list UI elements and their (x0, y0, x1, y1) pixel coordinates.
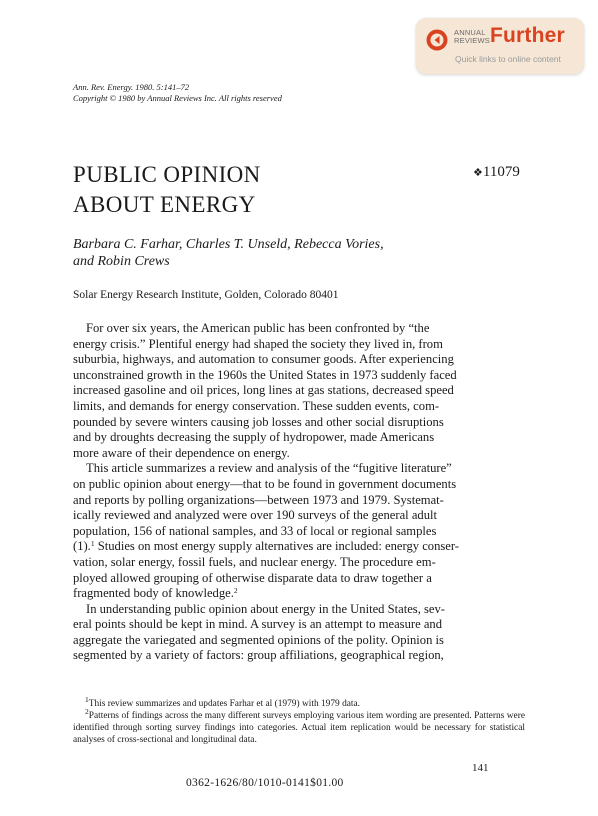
paragraph: In understanding public opinion about energy in the United States, sev- eral points should be kept in mind. A survey is an attempt to measure and aggregate the variegated and segmented opinions of the polity. Opinion is segmented by a variety of factors: group affiliations, geographical region, (73, 601, 445, 663)
diamond-icon: ❖ (473, 167, 483, 179)
footnote-ref[interactable]: 1 (90, 539, 95, 549)
annual-reviews-logo-icon (426, 29, 448, 51)
article-id: ❖11079 (473, 164, 520, 180)
issn-code: 0362-1626/80/1010-0141$01.00 (186, 777, 344, 789)
paragraph: This article summarizes a review and analysis of the “fugitive literature” on public opinion about energy—that to be found in government documents and reports by polling organizations—between 1973 and 1979. Systemat- ically reviewed and analyzed were over 190 surveys of the general adult population, 156 of national samples, and 33 of local or regional samples (1).$^1$ Studies on most energy supply alternatives are included: energy conser- vation, solar energy, fossil fuels, and nuclear energy. The procedure em- ployed allowed grouping of otherwise disparate data to draw together a fragmented body of knowledge.$^2$ (73, 461, 460, 601)
affiliation: Solar Energy Research Institute, Golden, Colorado 80401 (73, 289, 339, 301)
page-number: 141 (472, 762, 489, 774)
footnote-ref[interactable]: 2 (233, 586, 238, 596)
footnotes (73, 695, 525, 746)
footnote: $^1$This review summarizes and updates Farhar et al (1979) with 1979 data. (85, 695, 361, 709)
further-badge[interactable] (416, 18, 584, 74)
article-title: PUBLIC OPINION ABOUT ENERGY (73, 162, 261, 217)
copyright-line: Copyright © 1980 by Annual Reviews Inc. All rights reserved (73, 93, 282, 103)
badge-subtitle: Quick links to online content (455, 54, 561, 64)
badge-org-name: ANNUAL REVIEWS (454, 28, 490, 45)
footnote: $^2$Patterns of findings across the many different surveys employing various item wording are presented. Patterns were identified through sorting survey findings into categories. Actual item replication would be necessary for statistical analyses of cross-sectional and longitudinal data. (73, 707, 525, 745)
paragraph: For over six years, the American public has been confronted by “the energy crisis.” Plentiful energy had shaped the society they lived in, from suburbia, highways, and automation to consumer goods. After experiencing unconstrained growth in the 1960s the United States in 1973 suddenly faced increased gasoline and oil prices, long lines at gas stations, decreased speed limits, and demands for energy conservation. These sudden events, com- pounded by severe winters causing job losses and other social disruptions and by droughts decreasing the supply of hydropower, made Americans more aware of their dependence on energy. (73, 321, 457, 460)
citation-line: Ann. Rev. Energy. 1980. 5:141–72 (73, 82, 190, 92)
badge-title: Further (490, 24, 565, 47)
author-list: Barbara C. Farhar, Charles T. Unseld, Rebecca Vories, and Robin Crews (73, 237, 384, 269)
body-text (73, 321, 525, 664)
journal-citation (73, 82, 282, 104)
